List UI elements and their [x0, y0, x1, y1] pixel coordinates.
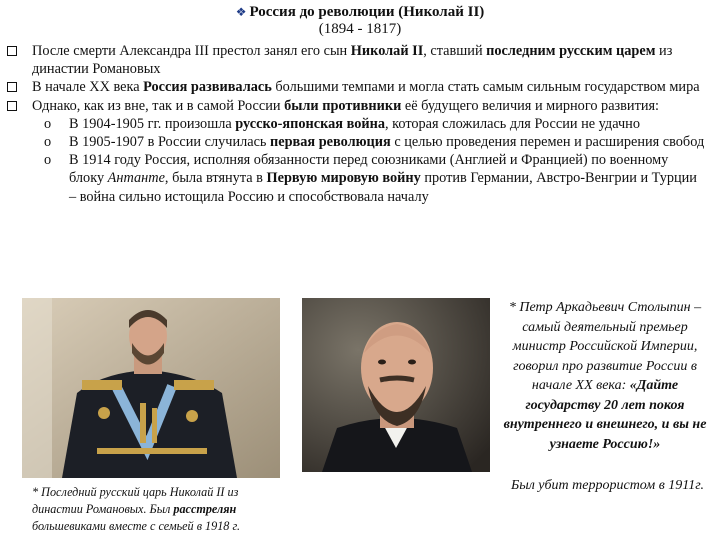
title-line-2: (1894 - 1817)	[318, 21, 402, 37]
stolypin-quote: * Петр Аркадьевич Столыпин – самый деятельный премьер министр Российской Империи, говорил про развитие России в начале XX века: «Дайте государству 20 лет покоя внутреннего и внешнего, и вы не узнаете Россию!»	[503, 300, 707, 452]
square-bullet-icon	[7, 82, 17, 92]
circle-bullet-icon: o	[44, 115, 52, 132]
sub-bullet-item: o В 1914 году Россия, исполняя обязанности перед союзниками (Англией и Францией) по военному блоку Антанте, была втянута в Первую мировую войну против Германии, Австро-Венгрии и Турции – война сильно истощила Россию и способствовала началу	[44, 152, 697, 205]
stolypin-photo	[302, 298, 490, 472]
diamond-bullet-icon: ❖	[235, 5, 247, 19]
bullet-item: Однако, как из вне, так и в самой России были противники её будущего величия и мирного развития:	[6, 97, 706, 115]
circle-bullet-icon: o	[44, 134, 52, 151]
title-line-1: Россия до революции (Николай II)	[249, 4, 485, 20]
square-bullet-icon	[7, 46, 17, 56]
sub-bullet-item: o В 1904-1905 гг. произошла русско-японская война, которая сложилась для России не удачно	[44, 115, 640, 132]
bullet-item: После смерти Александра III престол занял его сын Николай II, ставший последним русским царем из династии Романовых	[6, 42, 706, 78]
nicholas-ii-photo	[22, 298, 280, 478]
nicholas-caption: * Последний русский царь Николай II из династии Романовых. Был расстрелян большевиками вместе с семьей в 1918 г.	[32, 485, 241, 533]
sub-bullet-item: o В 1905-1907 в России случилась первая революция с целью проведения перемен и расширения свобод	[44, 134, 705, 151]
stolypin-death-note: Был убит террористом в 1911г.	[510, 478, 705, 493]
square-bullet-icon	[7, 101, 17, 111]
bullet-item: В начале XX века Россия развивалась большими темпами и могла стать самым сильным государством мира	[6, 78, 706, 96]
slide-title	[0, 4, 720, 38]
circle-bullet-icon: o	[44, 152, 52, 169]
bullet-list	[6, 42, 706, 206]
